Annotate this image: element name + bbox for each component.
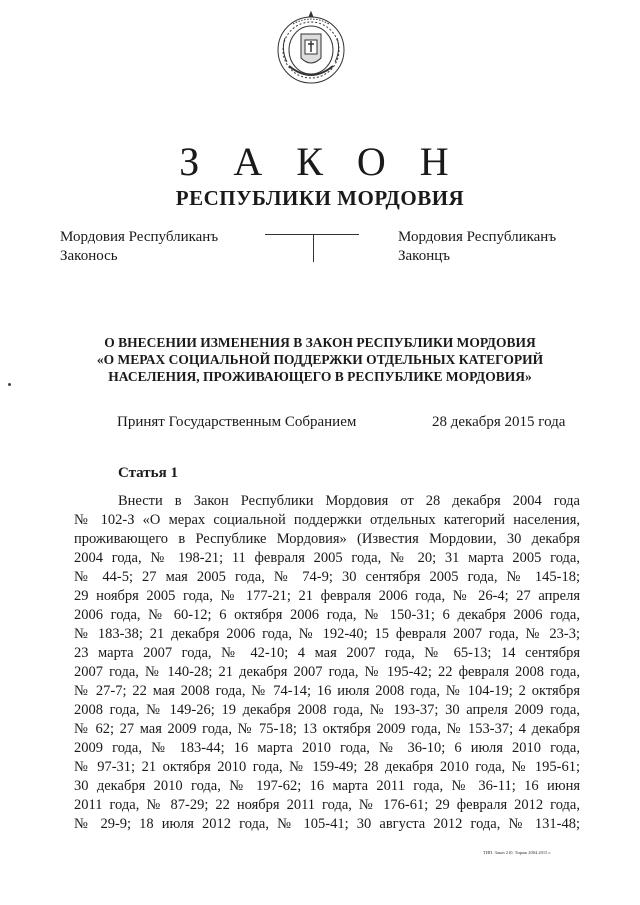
header-separator-tick — [313, 234, 314, 262]
document-title: З А К О Н — [179, 139, 461, 184]
margin-mark — [8, 383, 11, 386]
adoption-statement: Принят Государственным Собранием — [117, 414, 357, 430]
body-line: 2008 года, № 149-26; 19 декабря 2008 года, № 193-37; 30 апреля 2009 года, — [74, 702, 580, 718]
mordovian-left-line-1: Мордовия Республиканъ — [60, 229, 219, 245]
body-line: 2009 года, № 183-44; 16 марта 2010 года, № 36-10; 6 июля 2010 года, — [74, 740, 580, 756]
body-line: № 29-9; 18 июля 2012 года, № 105-41; 30 августа 2012 года, № 131-48; — [74, 816, 580, 832]
law-name-line-1: О ВНЕСЕНИИ ИЗМЕНЕНИЯ В ЗАКОН РЕСПУБЛИКИ МОРДОВИЯ — [104, 335, 536, 350]
coat-of-arms-icon — [275, 8, 347, 86]
body-line: 2011 года, № 87-29; 22 ноября 2011 года, № 176-61; 29 февраля 2012 года, — [74, 797, 580, 813]
body-line: 29 ноября 2005 года, № 177-21; 21 февраля 2006 года, № 26-4; 27 апреля — [74, 588, 580, 604]
law-name-line-3: НАСЕЛЕНИЯ, ПРОЖИВАЮЩЕГО В РЕСПУБЛИКЕ МОРДОВИЯ» — [108, 369, 532, 384]
body-line: 23 марта 2007 года, № 42-10; 4 мая 2007 года, № 65-13; 14 сентября — [74, 645, 580, 661]
document-subtitle: РЕСПУБЛИКИ МОРДОВИЯ — [175, 186, 465, 210]
mordovian-right-line-2: Законцъ — [398, 248, 451, 264]
body-line: 2006 года, № 60-12; 6 октября 2006 года, № 150-31; 6 декабря 2006 года, — [74, 607, 580, 623]
body-line: 2007 года, № 140-28; 21 декабря 2007 года, № 195-42; 22 февраля 2008 года, — [74, 664, 580, 680]
article-heading: Статья 1 — [118, 465, 178, 481]
body-line: Внести в Закон Республики Мордовия от 28 декабря 2004 года — [118, 493, 580, 509]
mordovian-title-left — [60, 228, 218, 266]
body-line: № 44-5; 27 мая 2005 года, № 74-9; 30 сентября 2005 года, № 145-18; — [74, 569, 580, 585]
body-line: № 102-З «О мерах социальной поддержки отдельных категорий населения, — [74, 512, 580, 528]
body-line: проживающего в Республике Мордовия» (Известия Мордовии, 30 декабря — [74, 531, 580, 547]
print-footer: ТИП. Заказ 210. Тираж 2004.2015 г. — [483, 850, 552, 855]
header-separator-line — [265, 234, 359, 235]
mordovian-title-right — [398, 228, 556, 266]
body-line: 2004 года, № 198-21; 11 февраля 2005 года, № 20; 31 марта 2005 года, — [74, 550, 580, 566]
body-line: № 97-31; 21 октября 2010 года, № 159-49; 28 декабря 2010 года, № 195-61; — [74, 759, 580, 775]
article-body — [74, 492, 580, 834]
law-name — [80, 334, 560, 385]
mordovian-left-line-2: Законось — [60, 248, 118, 264]
law-name-line-2: «О МЕРАХ СОЦИАЛЬНОЙ ПОДДЕРЖКИ ОТДЕЛЬНЫХ КАТЕГОРИЙ — [96, 352, 544, 367]
body-line: № 62; 27 мая 2009 года, № 75-18; 13 октября 2009 года, № 153-37; 4 декабря — [74, 721, 580, 737]
body-line: № 183-38; 21 декабря 2006 года, № 192-40; 15 февраля 2007 года, № 23-3; — [74, 626, 580, 642]
adoption-date: 28 декабря 2015 года — [432, 414, 566, 430]
mordovian-right-line-1: Мордовия Республиканъ — [398, 229, 557, 245]
body-line: 30 декабря 2010 года, № 197-62; 16 марта 2011 года, № 36-11; 16 июня — [74, 778, 580, 794]
body-line: № 27-7; 22 мая 2008 года, № 74-14; 16 июля 2008 года, № 104-19; 2 октября — [74, 683, 580, 699]
